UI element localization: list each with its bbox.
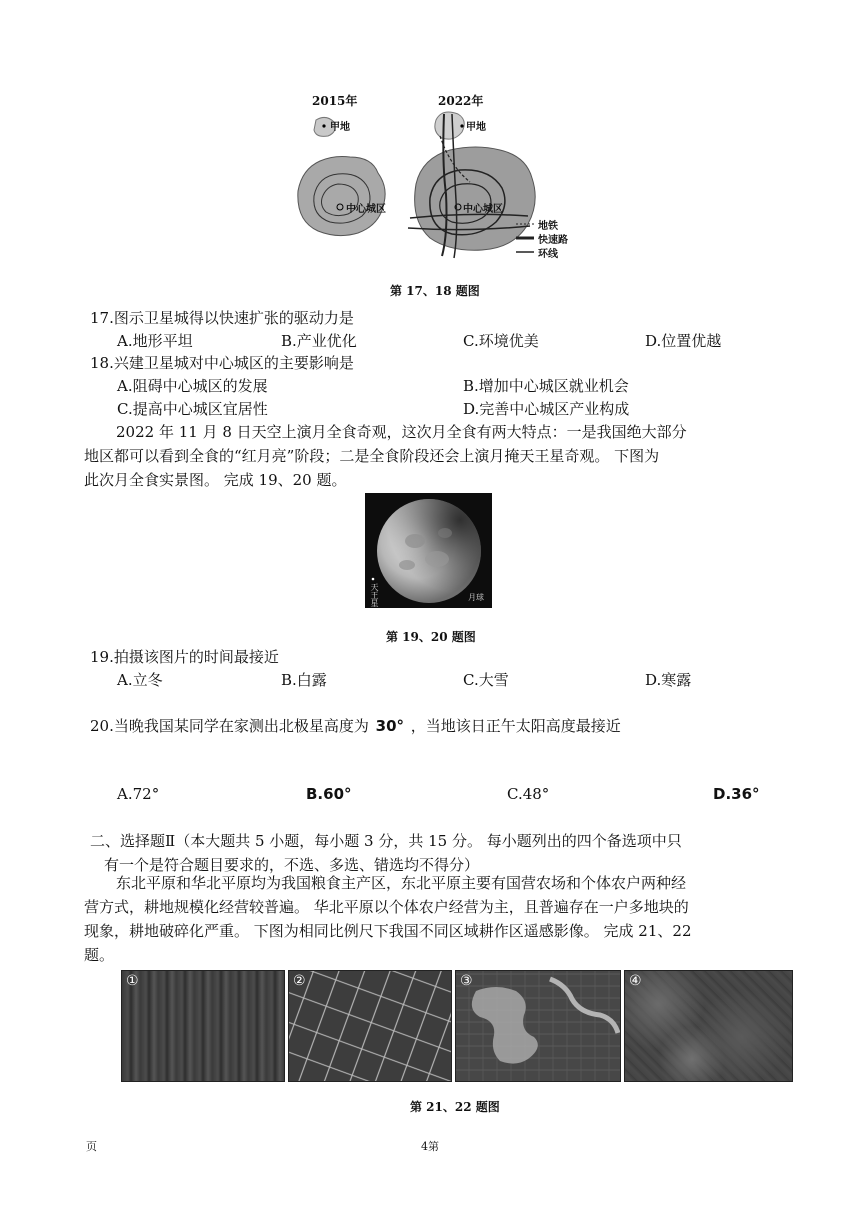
question-19-option-b[interactable]: B.白露 [281, 671, 327, 689]
passage-line: 2022 年 11 月 8 日天空上演月全食奇观，这次月全食有两大特点：一是我国绝大部分 [116, 423, 687, 441]
uranus-label: 天王星 [370, 583, 379, 607]
year-2015-label: 2015年 [312, 94, 358, 108]
question-19-option-a[interactable]: A.立冬 [117, 671, 163, 689]
remote-sensing-image-2 [288, 970, 452, 1082]
year-2022-label: 2022年 [438, 94, 484, 108]
section-2-heading [90, 829, 682, 877]
water-body-overlay [456, 971, 620, 1081]
remote-sensing-image-3 [455, 970, 621, 1082]
passage-line: 东北平原和华北平原均为我国粮食主产区，东北平原主要有国营农场和个体农户两种经 [116, 874, 687, 892]
figure-17-18-caption: 第 17、18 题图 [390, 284, 480, 298]
question-17-stem: 17.图示卫星城得以快速扩张的驱动力是 [90, 309, 354, 327]
section-2-line-1: 二、选择题Ⅱ（本大题共 5 小题，每小题 3 分，共 15 分。 每小题列出的四个备选项中只 [90, 832, 682, 850]
question-17-option-c[interactable]: C.环境优美 [463, 332, 539, 350]
question-20-option-a[interactable]: A.72° [117, 785, 160, 803]
question-18-stem: 18.兴建卫星城对中心城区的主要影响是 [90, 354, 354, 372]
passage-line: 题。 [84, 946, 115, 964]
question-20-stem-part-b: ，当地该日正午太阳高度最接近 [410, 717, 621, 735]
moon-image [365, 493, 492, 608]
site-a-label-right: 甲地 [466, 122, 486, 133]
image-number-3: ③ [460, 973, 473, 989]
center-label-right: 中心城区 [463, 204, 503, 215]
footer-left: 页 [86, 1140, 97, 1153]
legend-expressway: 快速路 [538, 235, 568, 246]
center-label-left: 中心城区 [346, 204, 386, 215]
remote-sensing-image-4 [624, 970, 793, 1082]
passage-line: 地区都可以看到全食的“红月亮”阶段；二是全食阶段还会上演月掩天王星奇观。 下图为 [84, 447, 660, 465]
question-20-option-d[interactable]: D.36° [713, 785, 760, 803]
question-18-option-b[interactable]: B.增加中心城区就业机会 [463, 377, 629, 395]
figure-19-20-caption: 第 19、20 题图 [386, 630, 476, 644]
image-number-1: ① [126, 973, 139, 989]
passage-21-22 [84, 871, 784, 967]
question-20-altitude-value: 30° [375, 717, 405, 735]
remote-sensing-image-1 [121, 970, 285, 1082]
question-19-stem: 19.拍摄该图片的时间最接近 [90, 648, 279, 666]
moon-label: 月球 [468, 593, 484, 602]
site-a-label-left: 甲地 [330, 122, 350, 133]
question-19-option-d[interactable]: D.寒露 [645, 671, 692, 689]
question-20-stem-part-a: 20.当晚我国某同学在家测出北极星高度为 [90, 717, 369, 735]
question-19-option-c[interactable]: C.大雪 [463, 671, 509, 689]
image-number-4: ④ [629, 973, 642, 989]
question-18-option-a[interactable]: A.阻碍中心城区的发展 [117, 377, 268, 395]
question-18-option-d[interactable]: D.完善中心城区产业构成 [463, 400, 630, 418]
question-17-option-a[interactable]: A.地形平坦 [117, 332, 193, 350]
question-17-option-d[interactable]: D.位置优越 [645, 332, 722, 350]
passage-line: 现象，耕地破碎化严重。 下图为相同比例尺下我国不同区域耕作区遥感影像。 完成 21、22 [84, 922, 692, 940]
figure-21-22-caption: 第 21、22 题图 [410, 1100, 500, 1114]
question-17-option-b[interactable]: B.产业优化 [281, 332, 357, 350]
question-18-option-c[interactable]: C.提高中心城区宜居性 [117, 400, 268, 418]
legend-ring-road: 环线 [538, 249, 558, 260]
section-2-line-2: 有一个是符合题目要求的，不选、多选、错选均不得分） [104, 856, 480, 874]
figure-17-18 [280, 88, 610, 268]
passage-line: 此次月全食实景图。 完成 19、20 题。 [84, 471, 347, 489]
footer-page-number: 4第 [421, 1140, 439, 1153]
legend-subway: 地铁 [538, 221, 558, 232]
question-20-option-b[interactable]: B.60° [306, 785, 352, 803]
question-20-stem [90, 715, 621, 737]
image-number-2: ② [293, 973, 306, 989]
passage-19-20 [84, 420, 784, 492]
passage-line: 营方式，耕地规模化经营较普遍。 华北平原以个体农户经营为主，且普遍存在一户多地块的 [84, 898, 689, 916]
lunar-eclipse-photo [365, 493, 492, 608]
question-20-option-c[interactable]: C.48° [507, 785, 550, 803]
